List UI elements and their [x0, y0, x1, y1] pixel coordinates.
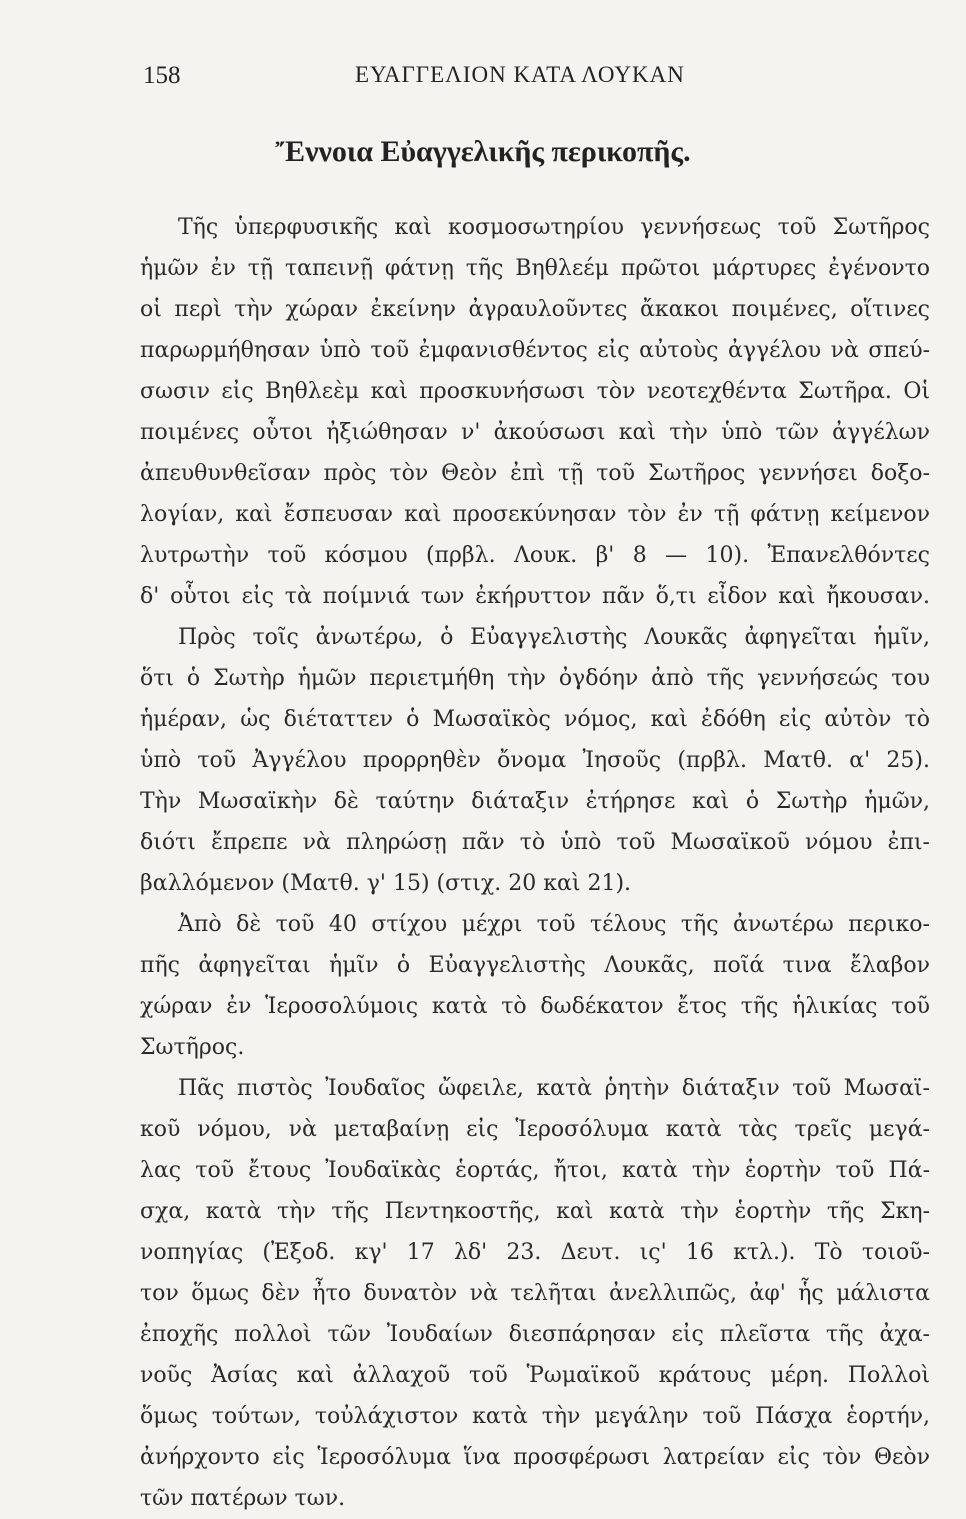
text-line: Τῆς ὑπερφυσικῆς καὶ κοσμοσωτηρίου γεννήσεως τοῦ Σωτῆρος — [178, 215, 930, 240]
text-line: κοῦ νόμου, νὰ μεταβαίνῃ εἰς Ἱεροσόλυμα κατὰ τὰς τρεῖς μεγά- — [140, 1117, 930, 1142]
text-line: παρωρμήθησαν ὑπὸ τοῦ ἐμφανισθέντος εἰς αὐτοὺς ἀγγέλου νὰ σπεύ- — [140, 338, 930, 363]
text-line: ποιμένες οὗτοι ἠξιώθησαν ν' ἀκούσωσι καὶ τὴν ὑπὸ τῶν ἀγγέλων — [140, 420, 930, 445]
text-line: νοπηγίας (Ἐξοδ. κγ' 17 λδ' 23. Δευτ. ις' 16 κτλ.). Τὸ τοιοῦ- — [140, 1240, 930, 1265]
text-line: λυτρωτὴν τοῦ κόσμου (πρβλ. Λουκ. β' 8 — 10). Ἐπανελθόντες — [140, 543, 930, 568]
text-line: ὅμως τούτων, τοὐλάχιστον κατὰ τὴν μεγάλην τοῦ Πάσχα ἑορτήν, — [140, 1404, 930, 1429]
text-line: ἀνήρχοντο εἰς Ἱεροσόλυμα ἵνα προσφέρωσι λατρείαν εἰς τὸν Θεὸν — [140, 1445, 930, 1470]
text-line: πῆς ἀφηγεῖται ἡμῖν ὁ Εὐαγγελιστὴς Λουκᾶς, ποῖά τινα ἔλαβον — [140, 953, 930, 978]
text-line: σχα, κατὰ τὴν τῆς Πεντηκοστῆς, καὶ κατὰ τὴν ἑορτὴν τῆς Σκη- — [140, 1199, 930, 1224]
text-line: λογίαν, καὶ ἔσπευσαν καὶ προσεκύνησαν τὸν ἐν τῇ φάτνῃ κείμενον — [140, 502, 930, 527]
page-header — [0, 62, 966, 102]
text-line: ὅτι ὁ Σωτὴρ ἡμῶν περιετμήθη τὴν ὀγδόην ἀπὸ τῆς γεννήσεώς του — [140, 666, 930, 691]
text-line: χώραν ἐν Ἱεροσολύμοις κατὰ τὸ δωδέκατον ἔτος τῆς ἡλικίας τοῦ — [140, 994, 930, 1019]
section-title: Ἔννοια Εὐαγγελικῆς περικοπῆς. — [275, 135, 691, 168]
text-line: ἀπευθυνθεῖσαν πρὸς τὸν Θεὸν ἐπὶ τῇ τοῦ Σωτῆρος γεννήσει δοξο- — [140, 461, 930, 486]
text-line: ἐποχῆς πολλοὶ τῶν Ἰουδαίων διεσπάρησαν εἰς πλεῖστα τῆς ἀχα- — [140, 1322, 930, 1347]
text-line: τῶν πατέρων των. — [140, 1486, 346, 1511]
text-line: ὑπὸ τοῦ Ἀγγέλου προρρηθὲν ὄνομα Ἰησοῦς (πρβλ. Ματθ. α' 25). — [140, 748, 930, 773]
body-text — [140, 207, 930, 1519]
text-line: δ' οὗτοι εἰς τὰ ποίμνιά των ἐκήρυττον πᾶν ὅ,τι εἶδον καὶ ἤκουσαν. — [140, 584, 930, 609]
text-line: λας τοῦ ἔτους Ἰουδαϊκὰς ἑορτάς, ἤτοι, κατὰ τὴν ἑορτὴν τοῦ Πά- — [140, 1158, 930, 1183]
text-line: Τὴν Μωσαϊκὴν δὲ ταύτην διάταξιν ἐτήρησε καὶ ὁ Σωτὴρ ἡμῶν, — [140, 789, 930, 814]
text-line: οἱ περὶ τὴν χώραν ἐκείνην ἀγραυλοῦντες ἄκακοι ποιμένες, οἵτινες — [140, 297, 930, 322]
running-title: ΕΥΑΓΓΕΛΙΟΝ ΚΑΤΑ ΛΟΥΚΑΝ — [355, 62, 685, 87]
text-line: ἡμῶν ἐν τῇ ταπεινῇ φάτνῃ τῆς Βηθλεέμ πρῶτοι μάρτυρες ἐγένοντο — [140, 256, 930, 281]
text-line: ἡμέραν, ὡς διέταττεν ὁ Μωσαϊκὸς νόμος, καὶ ἐδόθη εἰς αὐτὸν τὸ — [140, 707, 930, 732]
text-line: Σωτῆρος. — [140, 1035, 245, 1060]
text-line: τον ὅμως δὲν ἦτο δυνατὸν νὰ τελῆται ἀνελλιπῶς, ἀφ' ἧς μάλιστα — [140, 1281, 930, 1306]
text-line: βαλλόμενον (Ματθ. γ' 15) (στιχ. 20 καὶ 21). — [140, 871, 632, 896]
text-line: σωσιν εἰς Βηθλεὲμ καὶ προσκυνήσωσι τὸν νεοτεχθέντα Σωτῆρα. Οἱ — [140, 379, 930, 404]
text-line: Πρὸς τοῖς ἀνωτέρω, ὁ Εὐαγγελιστὴς Λουκᾶς ἀφηγεῖται ἡμῖν, — [178, 625, 930, 650]
text-line: διότι ἔπρεπε νὰ πληρώσῃ πᾶν τὸ ὑπὸ τοῦ Μωσαϊκοῦ νόμου ἐπι- — [140, 830, 930, 855]
text-line: νοῦς Ἀσίας καὶ ἀλλαχοῦ τοῦ Ῥωμαϊκοῦ κράτους μέρη. Πολλοὶ — [140, 1363, 930, 1388]
text-line: Πᾶς πιστὸς Ἰουδαῖος ὤφειλε, κατὰ ῥητὴν διάταξιν τοῦ Μωσαϊ- — [178, 1076, 930, 1101]
text-line: Ἀπὸ δὲ τοῦ 40 στίχου μέχρι τοῦ τέλους τῆς ἀνωτέρω περικο- — [178, 912, 930, 937]
page-number: 158 — [143, 62, 181, 89]
